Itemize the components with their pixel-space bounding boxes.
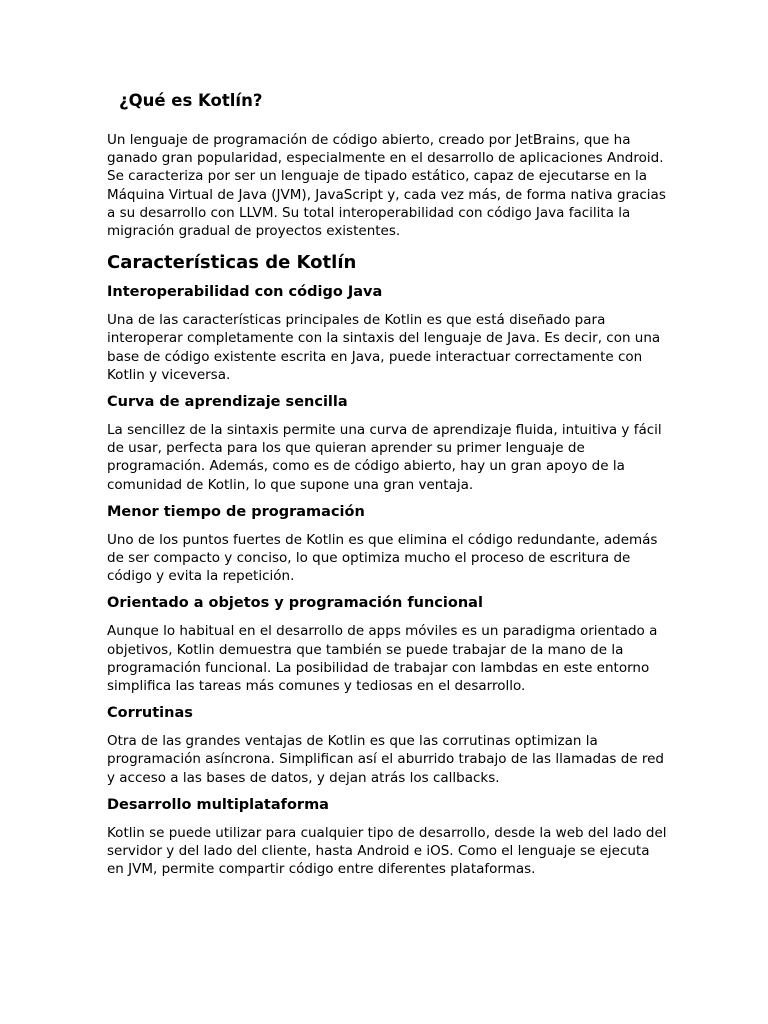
subsection-heading: Desarrollo multiplataforma	[107, 796, 329, 813]
subsection-heading: Menor tiempo de programación	[107, 503, 365, 520]
subsection-learning-curve	[107, 392, 667, 494]
subsection-coroutines	[107, 703, 667, 787]
subsection-text: Aunque lo habitual en el desarrollo de apps móviles es un paradigma orientado a objetivos, Kotlin demuestra que también se puede trabajar de la mano de la programación funcional. La posibilidad de trabajar con lambdas en este entorno simplifica las tareas más comunes y tediosas en el desarrollo.	[107, 623, 658, 695]
subsection-programming-time	[107, 502, 667, 586]
subsection-text: Otra de las grandes ventajas de Kotlin es que las corrutinas optimizan la programación asíncrona. Simplifican así el aburrido trabajo de las llamadas de red y acceso a las bases de datos, y dejan atrás los callbacks.	[107, 733, 664, 786]
intro-paragraph: Un lenguaje de programación de código abierto, creado por JetBrains, que ha ganado gran popularidad, especialmente en el desarrollo de aplicaciones Android. Se caracteriza por ser un lenguaje de tipado estático, capaz de ejecutarse en la Máquina Virtual de Java (JVM), JavaScript y, cada vez más, de forma nativa gracias a su desarrollo con LLVM. Su total interoperabilidad con código Java facilita la migración gradual de proyectos existentes.	[107, 132, 666, 240]
subsection-oop-functional	[107, 593, 667, 695]
subsection-heading: Corrutinas	[107, 705, 193, 722]
subsection-heading: Orientado a objetos y programación funcional	[107, 595, 483, 612]
subsection-text: Uno de los puntos fuertes de Kotlin es que elimina el código redundante, además de ser compacto y conciso, lo que optimiza mucho el proceso de escritura de código y evita la repetición.	[107, 531, 658, 585]
document-page	[107, 88, 667, 886]
subsection-text: La sencillez de la sintaxis permite una curva de aprendizaje fluida, intuitiva y fácil de usar, perfecta para los que quieran aprender su primer lenguaje de programación. Además, como es de código abierto, hay un gran apoyo de la comunidad de Kotlin, lo que supone una gran ventaja.	[107, 422, 662, 493]
subsection-text: Una de las características principales de Kotlin es que está diseñado para interoperar completamente con la sintaxis del lenguaje de Java. Es decir, con una base de código existente escrita en Java, puede interactuar correctamente con Kotlin y viceversa.	[107, 312, 661, 383]
subsection-multiplatform	[107, 795, 667, 879]
subsection-interoperability	[107, 282, 667, 384]
page-title: ¿Qué es Kotlín?	[119, 91, 263, 110]
section-heading: Características de Kotlín	[107, 252, 357, 274]
subsection-heading: Curva de aprendizaje sencilla	[107, 394, 348, 411]
subsection-text: Kotlin se puede utilizar para cualquier tipo de desarrollo, desde la web del lado del servidor y del lado del cliente, hasta Android e iOS. Como el lenguaje se ejecuta en JVM, permite compartir código entre diferentes plataformas.	[107, 824, 667, 878]
subsection-heading: Interoperabilidad con código Java	[107, 284, 383, 301]
